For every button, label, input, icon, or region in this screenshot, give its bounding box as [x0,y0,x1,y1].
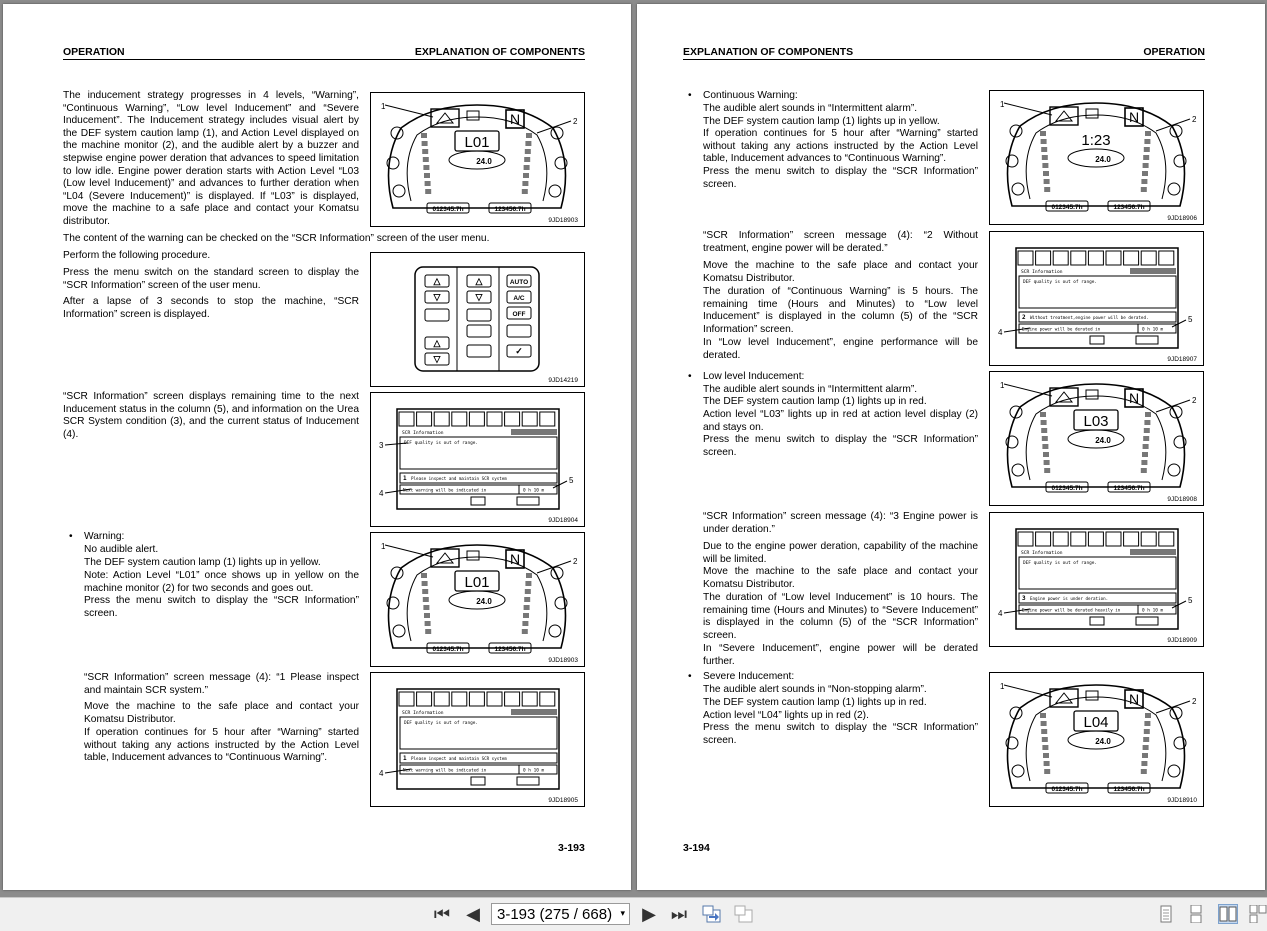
figure-machine-monitor [370,92,585,227]
scr-screen-paragraph: “SCR Information” screen displays remaining time to the next Inducement status in the column (5), and information on the Urea SCR System condition (3), and the current status of Inducement (4). [63,391,359,440]
svg-text:SCR Information: SCR Information [402,431,444,436]
svg-text:012345.7h: 012345.7h [432,646,464,653]
bullet: • [688,90,692,101]
svg-text:012345.7h: 012345.7h [1051,204,1083,211]
warning-title: Warning: [84,531,125,542]
machine-monitor-drawing [990,673,1203,806]
figure-machine-monitor [370,532,585,667]
message-paragraph: “SCR Information” screen message (4): “1 Please inspect and maintain SCR system.” [84,672,359,696]
go-forward-button[interactable] [732,902,756,926]
figure-code: 9JD18903 [548,217,578,224]
low-level-line: Action level “L03” lights up in red at action level display (2) and stays on. [703,409,978,433]
svg-text:0 h 10 m: 0 h 10 m [523,768,545,774]
message-paragraph: Move the machine to the safe place and contact your Komatsu Distributor. [84,701,359,725]
machine-monitor-drawing [990,372,1203,505]
svg-text:0 h 10 m: 0 h 10 m [1142,608,1164,614]
svg-text:L01: L01 [464,134,490,151]
svg-text:DEF quality is out of range.: DEF quality is out of range. [1023,280,1098,285]
svg-text:4: 4 [379,769,384,778]
continuous-line: If operation continues for 5 hour after “Warning” started without taking any actions instructed by the Action Level table, Inducement advances to “Continuous Warning”. [703,128,978,165]
svg-text:5: 5 [1188,315,1193,324]
figure-code: 9JD18904 [548,517,578,524]
svg-text:4: 4 [998,328,1003,337]
warning-line: No audible alert. [84,544,159,555]
facing-view-button[interactable] [1219,905,1237,923]
page-number-select[interactable] [491,903,630,925]
go-back-icon [701,904,723,924]
first-page-button[interactable] [430,902,454,926]
page-right [637,4,1265,890]
figure-scr-information [370,672,585,807]
svg-text:24.0: 24.0 [1095,436,1111,445]
svg-text:Please inspect and maintain SC: Please inspect and maintain SCR system [411,756,507,761]
header-right: OPERATION [1143,46,1205,58]
svg-text:▽: ▽ [475,292,483,302]
first-page-icon: ⏮ [433,903,451,924]
svg-text:✓: ✓ [515,346,523,356]
svg-text:Engine power is under deration: Engine power is under deration. [1030,596,1109,601]
svg-text:2: 2 [1192,115,1197,124]
figure-machine-monitor [989,672,1204,807]
svg-text:DEF quality is out of range.: DEF quality is out of range. [404,441,479,446]
continuous-view-button[interactable] [1187,905,1205,923]
severe-line: The audible alert sounds in “Non-stopping alarm”. [703,684,927,695]
svg-text:Next warning will be indicated: Next warning will be indicated in [403,487,487,493]
low-level-line: The DEF system caution lamp (1) lights up in red. [703,396,927,407]
message-paragraph: The duration of “Continuous Warning” is 5 hours. The remaining time (Hours and Minutes) to “Low level Inducement” is displayed in the column (5) of the “SCR Information” screen. [703,286,978,335]
svg-text:123456.7h: 123456.7h [494,206,526,213]
svg-text:3: 3 [379,441,384,450]
svg-text:24.0: 24.0 [476,157,492,166]
figure-scr-information [989,512,1204,647]
message-paragraph: In “Severe Inducement”, engine power will be derated further. [703,643,978,667]
svg-text:A/C: A/C [513,295,525,302]
svg-text:3: 3 [1022,595,1026,602]
svg-text:2: 2 [573,557,578,566]
page-number: 3-193 [558,842,585,854]
svg-text:2: 2 [1192,396,1197,405]
svg-text:123456.7h: 123456.7h [1113,204,1145,211]
last-page-icon: ⏭ [670,903,688,924]
svg-text:2: 2 [1192,697,1197,706]
svg-text:012345.7h: 012345.7h [1051,786,1083,793]
svg-text:1: 1 [403,475,407,482]
svg-text:5: 5 [1188,596,1193,605]
message-paragraph: Move the machine to the safe place and contact your Komatsu Distributor. [703,566,978,590]
header-right: EXPLANATION OF COMPONENTS [414,46,585,58]
next-page-icon: ▶ [642,903,656,924]
header-left: EXPLANATION OF COMPONENTS [683,46,854,58]
menu-switch-paragraph: Press the menu switch on the standard screen to display the “SCR Information” screen of the user menu. [63,267,359,291]
svg-text:123456.7h: 123456.7h [1113,786,1145,793]
svg-text:012345.7h: 012345.7h [432,206,464,213]
svg-text:SCR Information: SCR Information [1021,551,1063,556]
warning-note: Note: Action Level “L01” once shows up in yellow on the machine monitor (2) for two seconds and goes out. [84,570,359,594]
scr-information-drawing [371,673,584,806]
warning-line: Press the menu switch to display the “SCR Information” screen. [84,595,359,619]
go-forward-icon [733,904,755,924]
svg-text:1: 1 [381,102,386,111]
scr-information-drawing [990,513,1203,646]
message-paragraph: “SCR Information” screen message (4): “3 Engine power is under deration.” [703,511,978,535]
content-paragraph: The content of the warning can be checked on the “SCR Information” screen of the user menu. [63,233,490,244]
switch-panel-drawing [371,253,584,386]
svg-text:L03: L03 [1083,413,1109,430]
severe-line: Action level “L04” lights up in red (2). [703,710,869,721]
figure-code: 9JD18908 [1167,496,1197,503]
svg-text:0 h 10 m: 0 h 10 m [523,488,545,494]
figure-code: 9JD18905 [548,797,578,804]
svg-text:2: 2 [573,117,578,126]
machine-monitor-drawing [990,91,1203,224]
severe-title: Severe Inducement: [703,671,795,682]
figure-code: 9JD14219 [548,377,578,384]
svg-text:△: △ [433,338,441,348]
svg-text:N: N [509,551,521,567]
svg-text:4: 4 [998,609,1003,618]
svg-text:1: 1 [1000,682,1005,691]
continuous-line: The DEF system caution lamp (1) lights up in yellow. [703,116,940,127]
intro-paragraph: The inducement strategy progresses in 4 levels, “Warning”, “Continuous Warning”, “Low level Inducement” and “Severe Inducement”. The Inducement strategy includes visual alert by the DEF system caution lamp (1), and Action Level displayed on the machine monitor (2), and the audible alert by a buzzer and stepwise engine power deration that advances to speed limitation to low idle. Engine power deration starts with Action Level “L03 (Low level Inducement)” and advances to further deration when “L04 (Severe Inducement)” is displayed. If “L03” is displayed, move the machine to a safe place and contact your Komatsu distributor. [63,90,359,227]
last-page-button[interactable] [667,902,691,926]
page-left [3,4,631,890]
svg-text:N: N [1128,390,1140,406]
page-number: 3-194 [683,842,710,854]
svg-text:24.0: 24.0 [1095,737,1111,746]
page-number-value: 3-193 (275 / 668) [497,905,613,923]
svg-text:N: N [1128,109,1140,125]
single-page-view-button[interactable] [1157,905,1175,923]
header-rule [683,59,1205,60]
svg-text:DEF quality is out of range.: DEF quality is out of range. [1023,561,1098,566]
facing-pages-icon [1219,905,1237,923]
machine-monitor-drawing [371,533,584,666]
svg-text:OFF: OFF [512,311,526,318]
svg-text:N: N [1128,691,1140,707]
svg-text:24.0: 24.0 [1095,155,1111,164]
svg-text:△: △ [433,276,441,286]
header-left: OPERATION [63,46,125,58]
svg-text:N: N [509,111,521,127]
warning-line: The DEF system caution lamp (1) lights up in yellow. [84,557,321,568]
svg-text:Next warning will be indicated: Next warning will be indicated in [403,767,487,773]
svg-text:L01: L01 [464,574,490,591]
svg-text:△: △ [475,276,483,286]
figure-machine-monitor [989,90,1204,225]
message-paragraph: Due to the engine power deration, capability of the machine will be limited. [703,541,978,565]
low-level-line: Press the menu switch to display the “SCR Information” screen. [703,434,978,458]
svg-text:1: 1 [1000,100,1005,109]
svg-text:1:23: 1:23 [1081,132,1111,149]
figure-code: 9JD18907 [1167,356,1197,363]
svg-text:Engine power will be derated h: Engine power will be derated heavily in [1022,607,1121,613]
svg-text:2: 2 [1022,314,1026,321]
procedure-paragraph: Perform the following procedure. [63,250,211,261]
continuous-page-icon [1187,905,1205,923]
svg-text:DEF quality is out of range.: DEF quality is out of range. [404,721,479,726]
machine-monitor-drawing [371,93,584,226]
previous-page-button[interactable] [462,902,484,926]
continuous-title: Continuous Warning: [703,90,798,101]
chevron-down-icon: ▾ [620,908,625,918]
message-paragraph: The duration of “Low level Inducement” is 10 hours. The remaining time (Hours and Minutes) to “Severe Inducement” is displayed in the column (5) of the “SCR Information” screen. [703,592,978,641]
svg-text:0 h 10 m: 0 h 10 m [1142,327,1164,333]
svg-text:SCR Information: SCR Information [1021,270,1063,275]
svg-text:123456.7h: 123456.7h [1113,485,1145,492]
svg-text:1: 1 [403,755,407,762]
figure-scr-information [989,231,1204,366]
svg-text:24.0: 24.0 [476,597,492,606]
svg-text:123456.7h: 123456.7h [494,646,526,653]
svg-text:1: 1 [381,542,386,551]
scr-information-drawing [371,393,584,526]
svg-text:1: 1 [1000,381,1005,390]
figure-machine-monitor [989,371,1204,506]
previous-page-icon: ◀ [466,903,480,924]
svg-text:L04: L04 [1083,714,1109,731]
svg-text:012345.7h: 012345.7h [1051,485,1083,492]
low-level-title: Low level Inducement: [703,371,805,382]
next-page-button[interactable] [638,902,660,926]
single-page-icon [1157,905,1175,923]
svg-text:▽: ▽ [433,292,441,302]
figure-code: 9JD18910 [1167,797,1197,804]
svg-text:AUTO: AUTO [509,279,529,286]
bullet: • [688,671,692,682]
svg-text:4: 4 [379,489,384,498]
svg-text:▽: ▽ [433,354,441,364]
lapse-paragraph: After a lapse of 3 seconds to stop the machine, “SCR Information” screen is displayed. [63,296,359,320]
continuous-facing-view-button[interactable] [1249,905,1267,923]
figure-scr-information [370,392,585,527]
scr-information-drawing [990,232,1203,365]
continuous-facing-icon [1249,905,1267,923]
svg-text:Engine power will be derated i: Engine power will be derated in [1022,326,1101,332]
continuous-line: The audible alert sounds in “Intermittent alarm”. [703,103,918,114]
header-rule [63,59,585,60]
svg-text:SCR Information: SCR Information [402,711,444,716]
figure-code: 9JD18909 [1167,637,1197,644]
message-paragraph: “SCR Information” screen message (4): “2 Without treatment, engine power will be derated.” [703,230,978,254]
bullet: • [688,371,692,382]
severe-line: The DEF system caution lamp (1) lights up in red. [703,697,927,708]
figure-code: 9JD18906 [1167,215,1197,222]
severe-line: Press the menu switch to display the “SCR Information” screen. [703,722,978,746]
low-level-line: The audible alert sounds in “Intermittent alarm”. [703,384,918,395]
continuous-line: Press the menu switch to display the “SCR Information” screen. [703,166,978,190]
figure-code: 9JD18903 [548,657,578,664]
svg-text:Without treatment,engine power: Without treatment,engine power will be derated. [1030,315,1149,320]
svg-text:Please inspect and maintain SC: Please inspect and maintain SCR system [411,476,507,481]
message-paragraph: Move the machine to the safe place and contact your Komatsu Distributor. [703,260,978,284]
viewer-toolbar [0,897,1267,931]
message-paragraph: If operation continues for 5 hour after “Warning” started without taking any actions instructed by the Action Level table, Inducement advances to “Continuous Warning”. [84,727,359,764]
bullet: • [69,531,73,542]
go-back-button[interactable] [700,902,724,926]
message-paragraph: In “Low level Inducement”, engine performance will be derated. [703,337,978,361]
svg-text:5: 5 [569,476,574,485]
figure-switch-panel [370,252,585,387]
